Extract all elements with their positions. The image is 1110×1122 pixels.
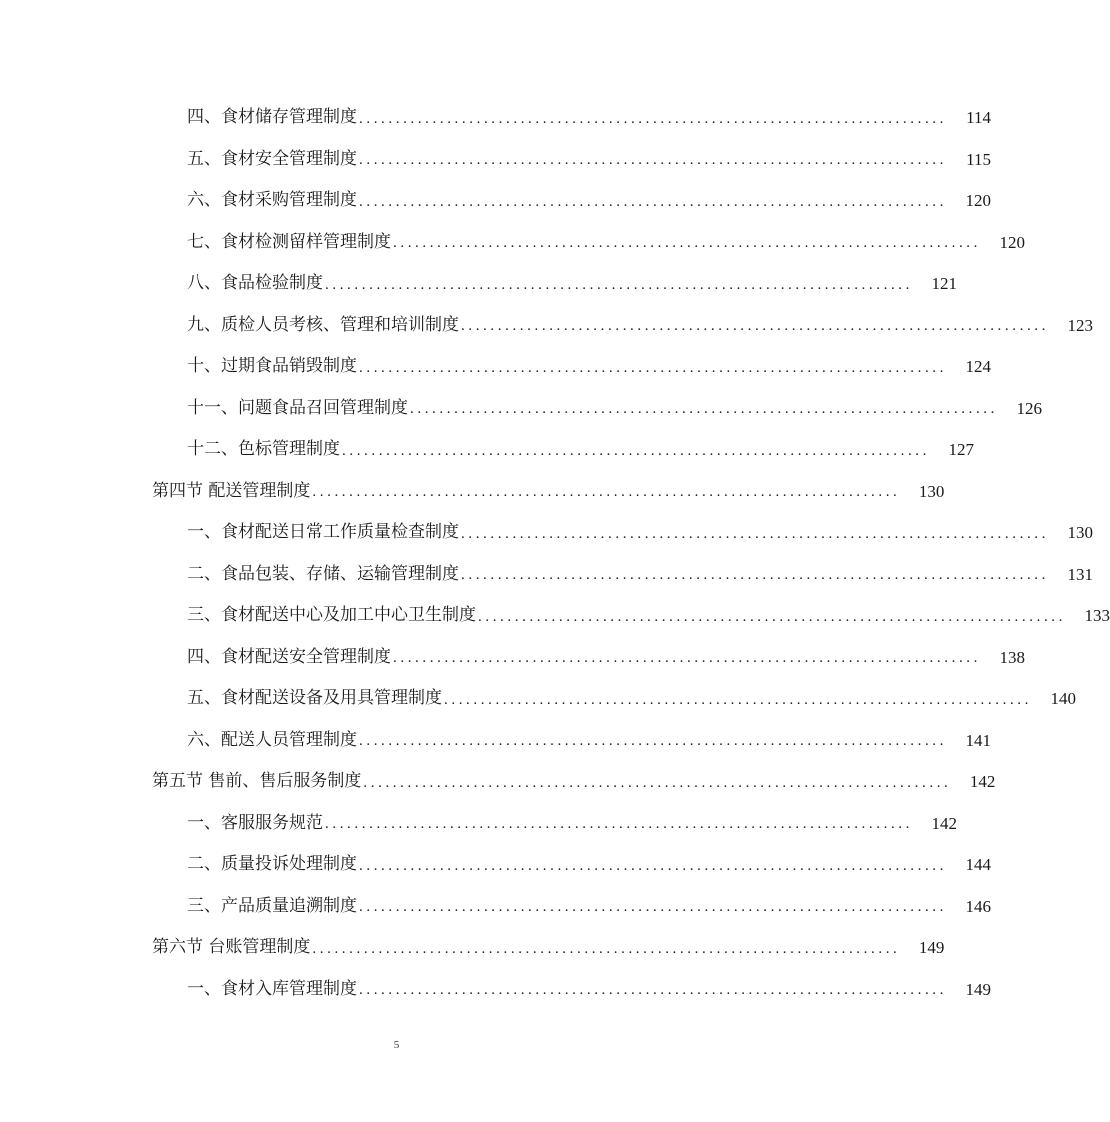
- toc-entry-page: 115: [966, 149, 991, 169]
- toc-entry-title: 十二、色标管理制度: [187, 439, 340, 460]
- toc-entry[interactable]: [0, 637, 1025, 679]
- toc-entry-title: 第五节 售前、售后服务制度: [152, 771, 362, 792]
- toc-entry-page: 120: [999, 232, 1025, 252]
- toc-dot-leader: ................................................................................: [444, 691, 1032, 708]
- toc-entry-title: 一、食材入库管理制度: [187, 978, 357, 999]
- toc-dot-leader: ................................................................................: [359, 733, 947, 750]
- toc-entry-page: 123: [1067, 315, 1093, 335]
- toc-entry-title: 五、食材配送设备及用具管理制度: [187, 688, 442, 709]
- toc-entry-page: 144: [965, 855, 991, 875]
- toc-entry-page: 130: [918, 481, 945, 501]
- toc-entry[interactable]: [0, 388, 1042, 430]
- toc-entry-title: 六、食材采购管理制度: [187, 190, 357, 211]
- toc-entry[interactable]: [0, 886, 991, 928]
- toc-entry[interactable]: [0, 554, 1093, 596]
- toc-dot-leader: ................................................................................: [359, 982, 947, 999]
- toc-dot-leader: ................................................................................: [359, 193, 947, 210]
- toc-entry-page: 130: [1067, 523, 1093, 543]
- toc-entry-page: 114: [966, 108, 991, 128]
- toc-dot-leader: ................................................................................: [410, 401, 998, 418]
- toc-entry-page: 140: [1050, 689, 1076, 709]
- toc-entry[interactable]: [0, 720, 991, 762]
- toc-entry[interactable]: [0, 305, 1093, 347]
- toc-entry[interactable]: [0, 263, 957, 305]
- toc-entry-title: 十一、问题食品召回管理制度: [187, 397, 408, 418]
- toc-entry[interactable]: [0, 595, 1110, 637]
- toc-entry-page: 133: [1084, 606, 1110, 626]
- toc-entry[interactable]: [0, 471, 945, 513]
- toc-entry-page: 138: [999, 647, 1025, 667]
- toc-entry-page: 146: [965, 896, 991, 916]
- toc-entry[interactable]: [0, 222, 1025, 264]
- toc-dot-leader: ................................................................................: [359, 152, 947, 169]
- toc-entry-page: 120: [965, 191, 991, 211]
- toc-entry-title: 四、食材配送安全管理制度: [187, 646, 391, 667]
- toc-entry[interactable]: [0, 180, 991, 222]
- toc-entry-page: 126: [1016, 398, 1042, 418]
- toc-entry-title: 五、食材安全管理制度: [187, 148, 357, 169]
- toc-entry-title: 第四节 配送管理制度: [152, 480, 311, 501]
- toc-entry[interactable]: [0, 761, 996, 803]
- toc-dot-leader: ................................................................................: [461, 525, 1049, 542]
- toc-dot-leader: ................................................................................: [478, 608, 1066, 625]
- toc-entry[interactable]: [0, 429, 974, 471]
- toc-entry-title: 一、客服服务规范: [187, 812, 323, 833]
- toc-dot-leader: ................................................................................: [359, 857, 947, 874]
- toc-entry[interactable]: [0, 803, 957, 845]
- toc-entry-title: 第六节 台账管理制度: [152, 937, 311, 958]
- toc-entry-title: 三、食材配送中心及加工中心卫生制度: [187, 605, 476, 626]
- toc-entry-title: 二、质量投诉处理制度: [187, 854, 357, 875]
- toc-entry[interactable]: [0, 678, 1076, 720]
- page-number: 5: [393, 1039, 400, 1051]
- toc-dot-leader: ................................................................................: [363, 774, 952, 791]
- toc-entry-title: 七、食材检测留样管理制度: [187, 231, 391, 252]
- toc-entry-title: 十、过期食品销毁制度: [187, 356, 357, 377]
- toc-entry-page: 149: [918, 938, 945, 958]
- toc-entry-page: 142: [969, 772, 996, 792]
- toc-entry-page: 121: [931, 274, 957, 294]
- toc-dot-leader: ................................................................................: [342, 442, 930, 459]
- toc-entry-title: 四、食材储存管理制度: [187, 107, 357, 128]
- toc-entry-page: 141: [965, 730, 991, 750]
- toc-entry-page: 124: [965, 357, 991, 377]
- toc-entry[interactable]: [0, 139, 991, 181]
- toc-entry-title: 三、产品质量追溯制度: [187, 895, 357, 916]
- toc-dot-leader: ................................................................................: [312, 940, 901, 957]
- toc-dot-leader: ................................................................................: [393, 650, 981, 667]
- toc-dot-leader: ................................................................................: [325, 816, 913, 833]
- toc-entry-title: 九、质检人员考核、管理和培训制度: [187, 314, 459, 335]
- toc-dot-leader: ................................................................................: [393, 235, 981, 252]
- toc-entry-title: 六、配送人员管理制度: [187, 729, 357, 750]
- toc-entry[interactable]: [0, 844, 991, 886]
- table-of-contents: [0, 97, 1110, 1010]
- toc-entry-title: 二、食品包装、存储、运输管理制度: [187, 563, 459, 584]
- toc-dot-leader: ................................................................................: [359, 359, 947, 376]
- toc-dot-leader: ................................................................................: [312, 484, 901, 501]
- toc-dot-leader: ................................................................................: [325, 276, 913, 293]
- toc-entry-page: 131: [1067, 564, 1093, 584]
- toc-entry-title: 八、食品检验制度: [187, 273, 323, 294]
- toc-entry[interactable]: [0, 97, 991, 139]
- toc-dot-leader: ................................................................................: [461, 567, 1049, 584]
- toc-entry[interactable]: [0, 346, 991, 388]
- toc-entry-page: 127: [948, 440, 974, 460]
- toc-dot-leader: ................................................................................: [359, 110, 947, 127]
- toc-entry-title: 一、食材配送日常工作质量检查制度: [187, 522, 459, 543]
- toc-entry[interactable]: [0, 927, 945, 969]
- toc-entry[interactable]: [0, 512, 1093, 554]
- toc-dot-leader: ................................................................................: [461, 318, 1049, 335]
- toc-entry[interactable]: [0, 969, 991, 1011]
- toc-entry-page: 142: [931, 813, 957, 833]
- toc-entry-page: 149: [965, 979, 991, 999]
- toc-dot-leader: ................................................................................: [359, 899, 947, 916]
